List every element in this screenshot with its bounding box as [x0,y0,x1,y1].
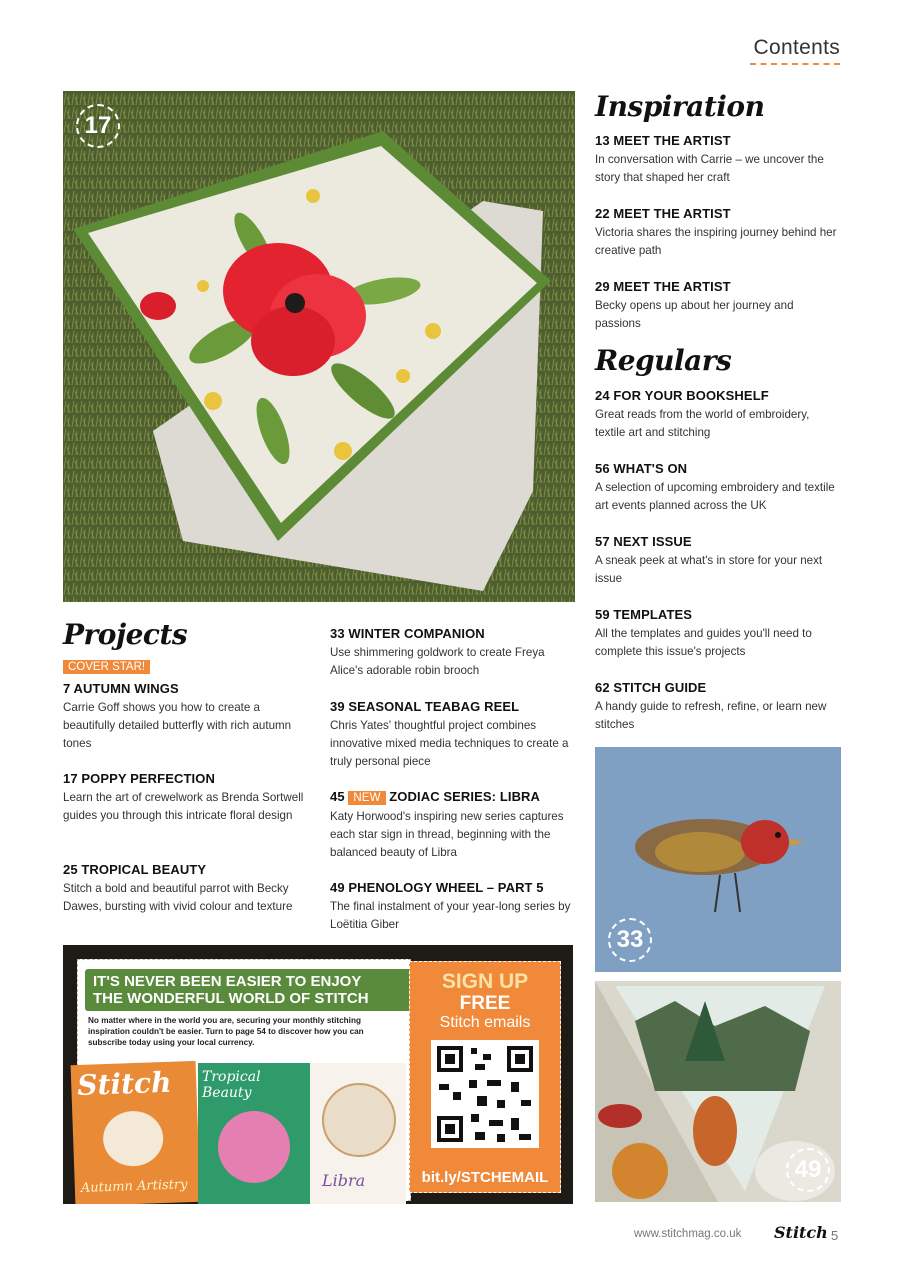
item-desc: All the templates and guides you'll need to complete this issue's projects [595,627,812,658]
promo-headline-line1: IT'S NEVER BEEN EASIER TO ENJOY [93,973,362,990]
robin-page-badge: 33 [608,918,652,962]
promo-headline [85,969,413,1011]
subscription-promo[interactable] [63,945,573,1204]
magazine-cover-autumn [71,1061,201,1204]
hero-page-badge: 17 [76,104,120,148]
cover-sub: Autumn Artistry [80,1177,188,1196]
signup-free: FREE [459,993,511,1014]
item-desc: Katy Horwood's inspiring new series captures each star sign in thread, beginning with the balanced beauty of Libra [330,810,564,859]
item-desc: Use shimmering goldwork to create Freya Alice's adorable robin brooch [330,646,545,677]
signup-link[interactable]: bit.ly/STCHEMAIL [421,1169,549,1186]
title-underline [750,63,840,65]
cover-title: Tropical Beauty [202,1069,261,1101]
item-desc: Learn the art of crewelwork as Brenda Sortwell guides you through this intricate floral design [63,791,304,822]
list-item[interactable] [595,461,840,515]
footer-url[interactable]: www.stitchmag.co.uk [634,1228,742,1240]
cover-hoop [218,1111,290,1183]
new-tag: NEW [348,791,385,805]
list-item[interactable] [595,388,840,442]
magazine-cover-tropical [198,1063,310,1204]
item-desc: Chris Yates' thoughtful project combines innovative mixed media techniques to create a truly personal piece [330,719,569,768]
item-desc: Carrie Goff shows you how to create a beautifully detailed butterfly with rich autumn tones [63,701,292,750]
list-item[interactable] [330,880,575,934]
footer-brand: Stitch [774,1223,828,1242]
list-item[interactable] [330,699,575,771]
wheel-page-badge: 49 [786,1148,830,1192]
list-item[interactable] [63,681,308,753]
item-desc: Victoria shares the inspiring journey behind her creative path [595,226,837,257]
item-title: 39 SEASONAL TEABAG REEL [330,699,520,714]
page-title: Contents [753,36,840,59]
projects-heading: Projects [63,618,188,651]
item-title: 57 NEXT ISSUE [595,534,692,549]
item-title: 49 PHENOLOGY WHEEL – PART 5 [330,880,544,895]
item-title: 7 AUTUMN WINGS [63,681,179,696]
signup-panel[interactable] [409,961,561,1193]
list-item[interactable] [595,279,840,333]
qr-code[interactable] [431,1040,539,1148]
list-item[interactable] [595,607,840,661]
qr-pattern [431,1040,539,1148]
cover-hoop [102,1110,164,1167]
item-desc: In conversation with Carrie – we uncover the story that shaped her craft [595,153,824,184]
item-desc: A sneak peek at what's in store for your next issue [595,554,823,585]
list-item[interactable] [595,534,840,588]
list-item[interactable] [595,680,840,734]
item-title [330,789,575,805]
promo-headline-line2: THE WONDERFUL WORLD OF STITCH [93,990,369,1007]
item-desc: Stitch a bold and beautiful parrot with Becky Dawes, bursting with vivid colour and texture [63,882,293,913]
item-desc: A selection of upcoming embroidery and textile art events planned across the UK [595,481,835,512]
item-title: 29 MEET THE ARTIST [595,279,731,294]
list-item[interactable] [330,789,575,862]
cover-hoop [322,1083,396,1157]
item-title: 56 WHAT'S ON [595,461,688,476]
item-desc: Great reads from the world of embroidery, textile art and stitching [595,408,810,439]
item-number: 45 [330,789,345,804]
list-item[interactable] [595,206,840,260]
inspiration-heading: Inspiration [595,90,765,123]
regulars-heading: Regulars [595,344,732,377]
cover-title: Stitch [76,1065,172,1102]
cover-star-tag: COVER STAR! [63,660,150,674]
list-item[interactable] [595,133,840,187]
item-desc: The final instalment of your year-long series by Loëtitia Giber [330,900,571,931]
hero-photo-poppy-box [63,91,575,602]
item-title-text: ZODIAC SERIES: LIBRA [389,789,541,804]
list-item[interactable] [63,862,308,916]
item-title: 13 MEET THE ARTIST [595,133,731,148]
item-title: 33 WINTER COMPANION [330,626,485,641]
item-title: 22 MEET THE ARTIST [595,206,731,221]
item-title: 17 POPPY PERFECTION [63,771,215,786]
magazine-cover-libra [310,1063,406,1204]
item-title: 62 STITCH GUIDE [595,680,707,695]
cover-title: Libra [322,1171,366,1190]
item-desc: A handy guide to refresh, refine, or learn new stitches [595,700,827,731]
list-item[interactable] [63,771,308,825]
item-title: 25 TROPICAL BEAUTY [63,862,207,877]
page-number: 5 [831,1228,839,1243]
list-item[interactable] [330,626,575,680]
promo-body: No matter where in the world you are, securing your monthly stitching inspiration couldn't be easier. Turn to page 54 to discover how you can subscribe today using your local currency. [88,1016,364,1047]
signup-sub: Stitch emails [439,1014,531,1031]
signup-title: SIGN UP [441,970,529,993]
item-desc: Becky opens up about her journey and passions [595,299,794,330]
item-title: 24 FOR YOUR BOOKSHELF [595,388,769,403]
item-title: 59 TEMPLATES [595,607,693,622]
